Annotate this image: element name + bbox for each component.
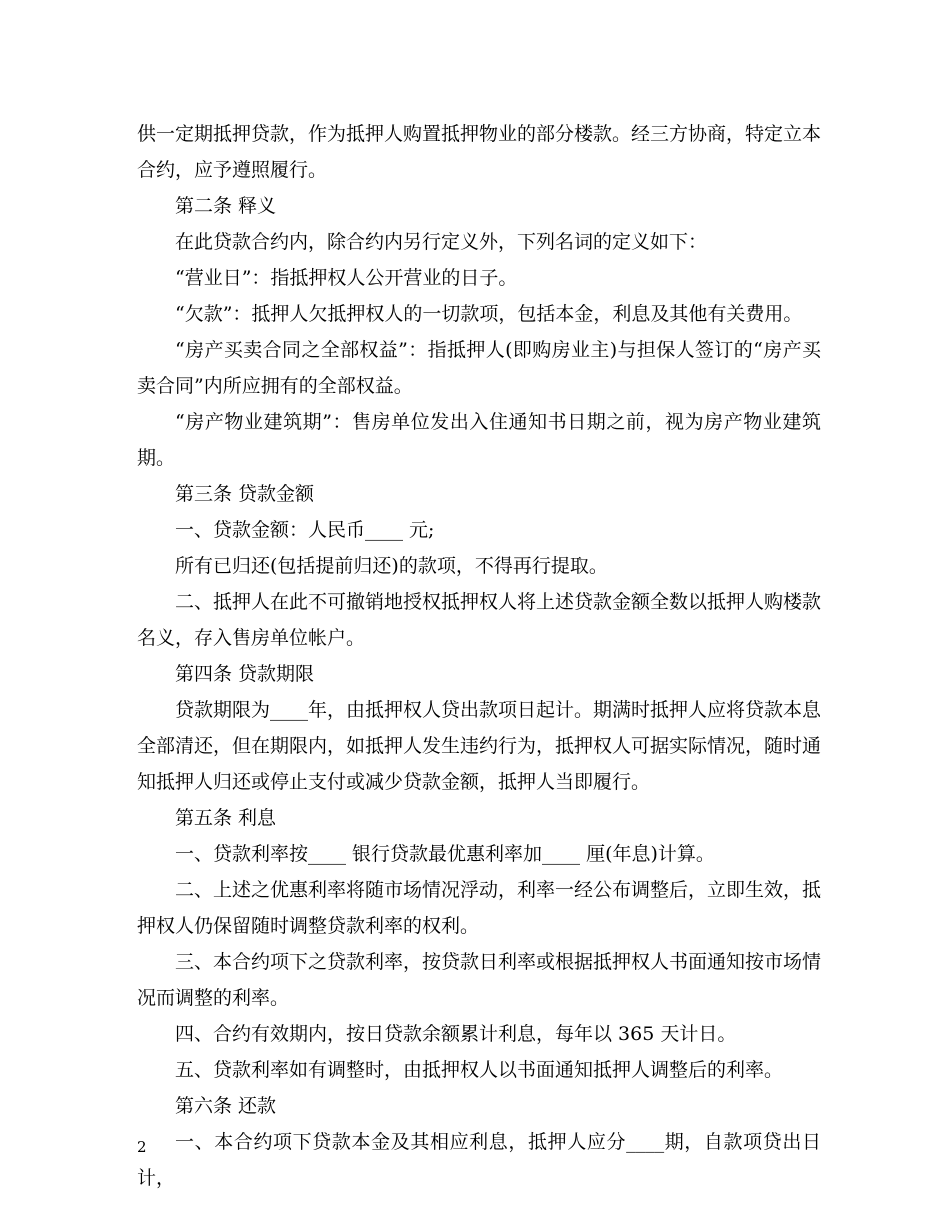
paragraph: 三、本合约项下之贷款利率，按贷款日利率或根据抵押权人书面通知按市场情况而调整的利率。 [137,951,822,1009]
paragraph: 在此贷款合约内，除合约内另行定义外，下列名词的定义如下： [175,231,708,253]
document-body [137,116,821,1196]
paragraph: 贷款期限为____年，由抵押权人贷出款项日起计。期满时抵押人应将贷款本息全部清还，但在期限内，如抵押人发生违约行为，抵押权人可据实际情况，随时通知抵押人归还或停止支付或减少贷款金额，抵押人当即履行。 [137,699,822,793]
paragraph: 第六条 还款 [175,1095,277,1117]
paragraph: 第四条 贷款期限 [175,663,315,685]
paragraph: 五、贷款利率如有调整时，由抵押权人以书面通知抵押人调整后的利率。 [175,1059,784,1081]
paragraph: 第三条 贷款金额 [175,483,315,505]
paragraph: 一、贷款金额：人民币____ 元; [175,519,435,541]
paragraph: “房产买卖合同之全部权益”：指抵押人(即购房业主)与担保人签订的“房产买卖合同”内所应拥有的全部权益。 [137,339,821,397]
paragraph: “营业日”：指抵押权人公开营业的日子。 [175,267,518,289]
paragraph: 一、本合约项下贷款本金及其相应利息，抵押人应分____期，自款项贷出日计， [137,1131,821,1189]
paragraph: 第五条 利息 [175,807,277,829]
paragraph: “房产物业建筑期”：售房单位发出入住通知书日期之前，视为房产物业建筑期。 [137,411,821,469]
paragraph: 供一定期抵押贷款，作为抵押人购置抵押物业的部分楼款。经三方协商，特定立本合约，应予遵照履行。 [137,123,822,181]
paragraph: 第二条 释义 [175,195,277,217]
paragraph: 二、抵押人在此不可撤销地授权抵押权人将上述贷款金额全数以抵押人购楼款名义，存入售房单位帐户。 [137,591,822,649]
paragraph: “欠款”：抵押人欠抵押权人的一切款项，包括本金，利息及其他有关费用。 [175,303,803,325]
paragraph: 一、贷款利率按____ 银行贷款最优惠利率加____ 厘(年息)计算。 [175,843,715,865]
page-number: 2 [137,1138,147,1156]
paragraph: 所有已归还(包括提前归还)的款项，不得再行提取。 [175,555,608,577]
paragraph: 四、合约有效期内，按日贷款余额累计利息，每年以 365 天计日。 [175,1023,737,1045]
paragraph: 二、上述之优惠利率将随市场情况浮动，利率一经公布调整后，立即生效，抵押权人仍保留随时调整贷款利率的权利。 [137,879,822,937]
